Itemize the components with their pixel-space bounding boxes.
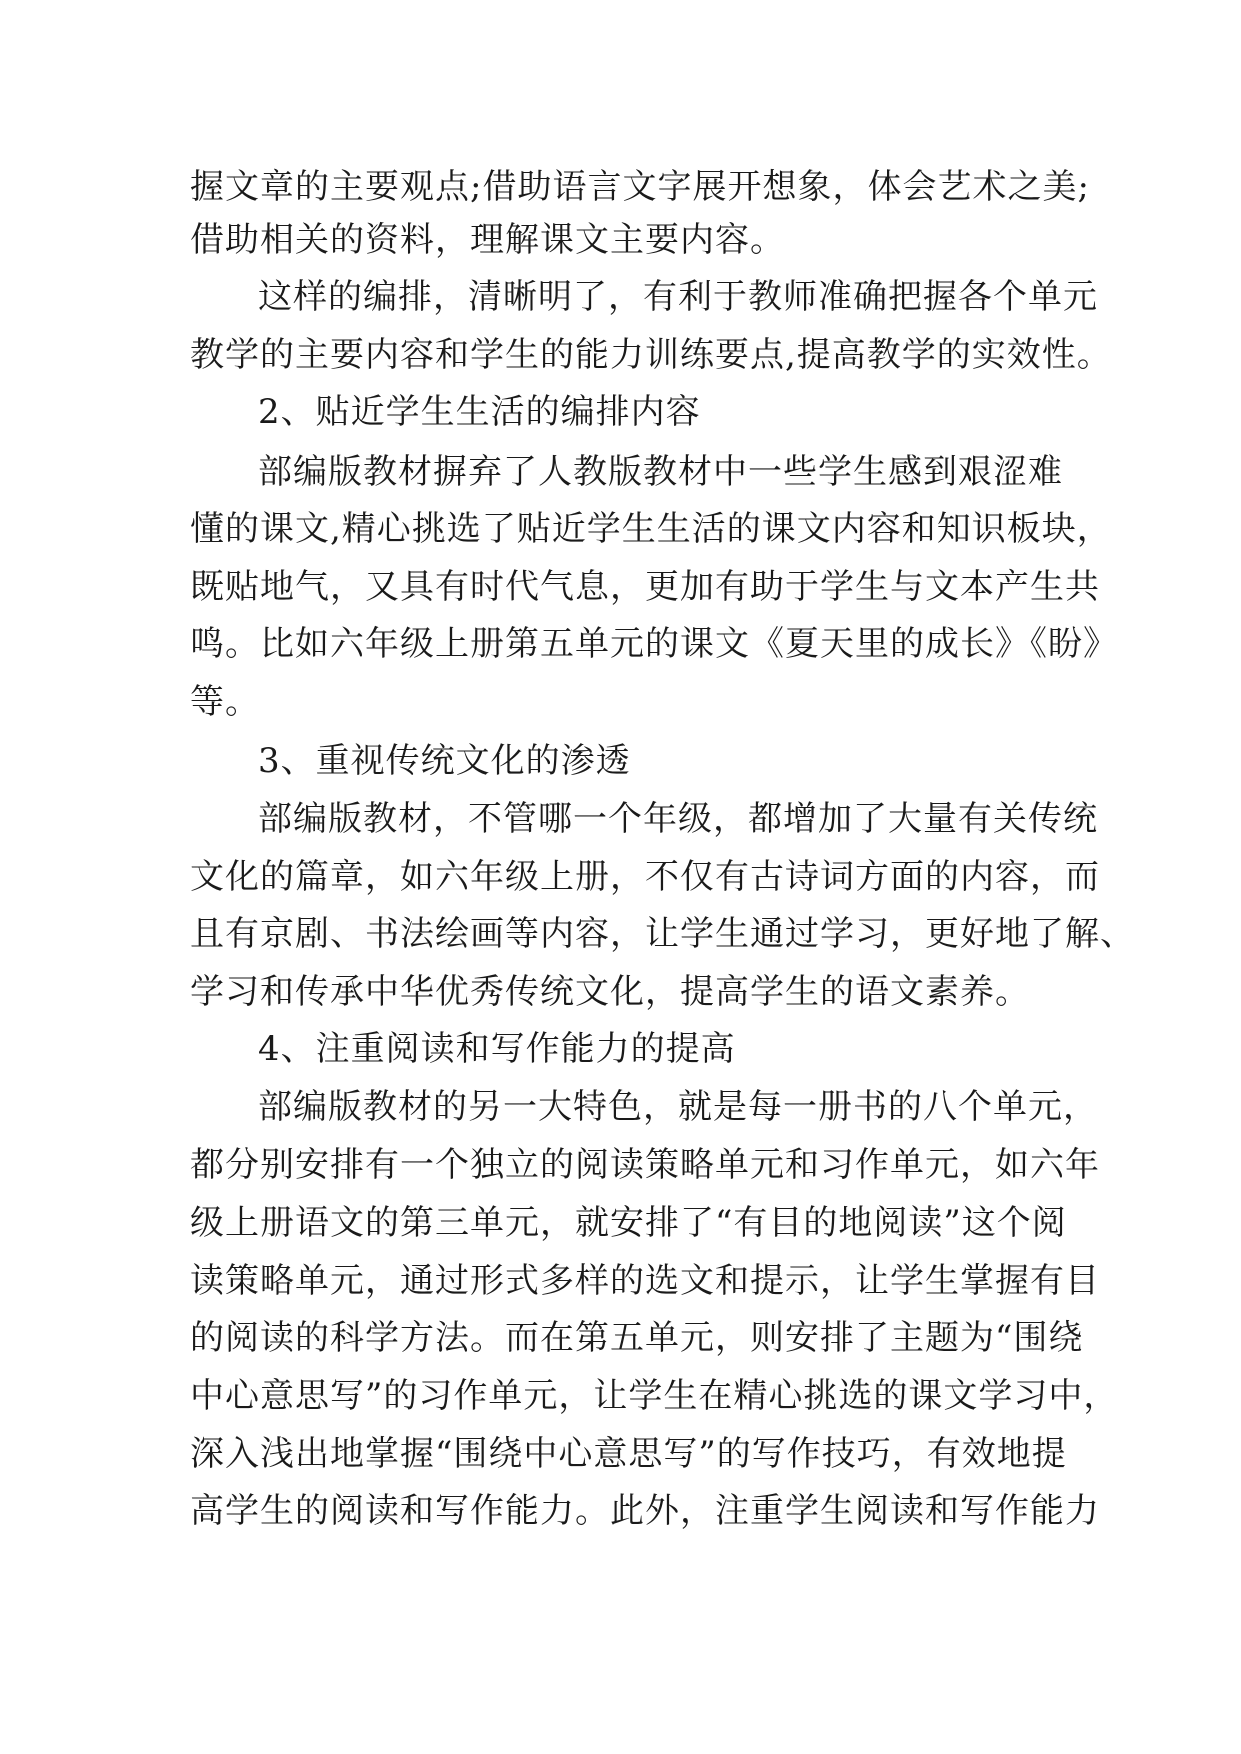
text-line: 中心意思写”的习作单元，让学生在精心挑选的课文学习中， xyxy=(190,1376,1119,1416)
text-line: 部编版教材摒弃了人教版教材中一些学生感到艰涩难 xyxy=(258,452,1063,492)
section-heading: 4、注重阅读和写作能力的提高 xyxy=(258,1029,736,1069)
text-line: 教学的主要内容和学生的能力训练要点,提高教学的实效性。 xyxy=(190,335,1112,375)
text-line: 文化的篇章，如六年级上册，不仅有古诗词方面的内容，而 xyxy=(190,857,1100,897)
text-line: 且有京剧、书法绘画等内容，让学生通过学习，更好地了解、 xyxy=(190,914,1135,954)
text-line: 级上册语文的第三单元，就安排了“有目的地阅读”这个阅 xyxy=(190,1203,1067,1243)
text-line: 等。 xyxy=(190,682,260,722)
section-heading: 2、贴近学生生活的编排内容 xyxy=(258,392,701,432)
text-line: 懂的课文,精心挑选了贴近学生生活的课文内容和知识板块， xyxy=(190,509,1112,549)
text-line: 握文章的主要观点;借助语言文字展开想象，体会艺术之美; xyxy=(190,167,1090,207)
text-line: 学习和传承中华优秀传统文化，提高学生的语文素养。 xyxy=(190,972,1030,1012)
text-line: 鸣。比如六年级上册第五单元的课文《夏天里的成长》《盼》 xyxy=(190,624,1118,664)
section-heading: 3、重视传统文化的渗透 xyxy=(258,741,631,781)
text-line: 部编版教材的另一大特色，就是每一册书的八个单元， xyxy=(258,1087,1098,1127)
text-line: 既贴地气，又具有时代气息，更加有助于学生与文本产生共 xyxy=(190,567,1100,607)
text-line: 部编版教材，不管哪一个年级，都增加了大量有关传统 xyxy=(258,799,1098,839)
text-line: 读策略单元，通过形式多样的选文和提示，让学生掌握有目 xyxy=(190,1261,1100,1301)
text-line: 深入浅出地掌握“围绕中心意思写”的写作技巧，有效地提 xyxy=(190,1434,1067,1474)
text-line: 的阅读的科学方法。而在第五单元，则安排了主题为“围绕 xyxy=(190,1318,1084,1358)
text-line: 都分别安排有一个独立的阅读策略单元和习作单元，如六年 xyxy=(190,1145,1100,1185)
text-line: 借助相关的资料，理解课文主要内容。 xyxy=(190,220,785,260)
text-line: 高学生的阅读和写作能力。此外，注重学生阅读和写作能力 xyxy=(190,1491,1100,1531)
text-line: 这样的编排，清晰明了，有利于教师准确把握各个单元 xyxy=(258,277,1098,317)
